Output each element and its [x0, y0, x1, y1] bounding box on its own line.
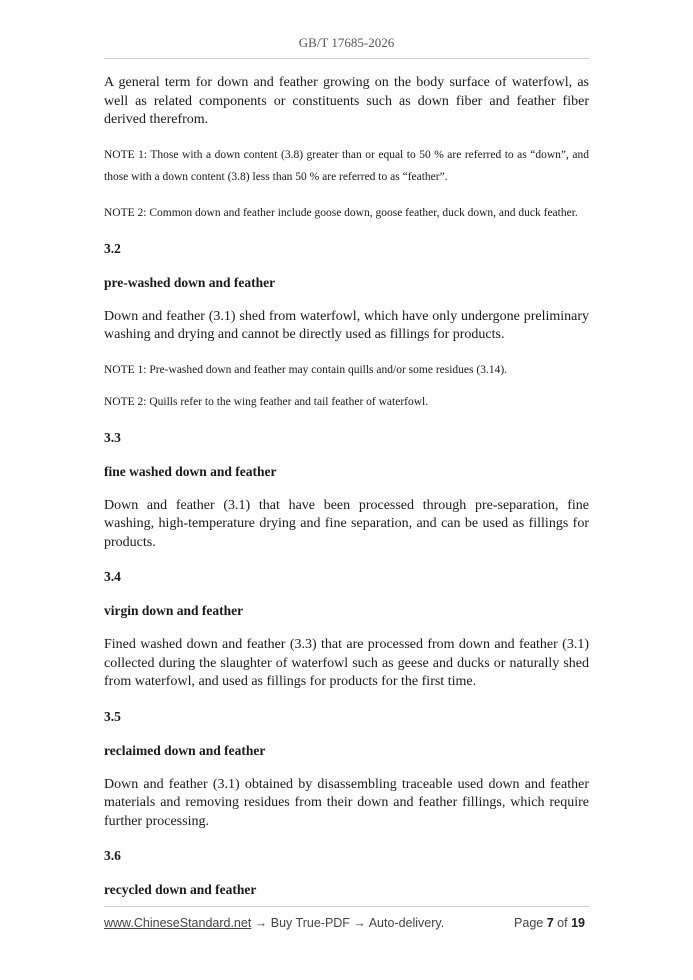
- intro-paragraph: A general term for down and feather growing on the body surface of waterfowl, as well as related components or constituents such as down fiber and feather fiber derived therefrom.: [104, 75, 589, 127]
- entry-number-3-4: 3.4: [104, 569, 121, 584]
- document-code: GB/T 17685-2026: [298, 35, 395, 50]
- entry-definition-3-2: Down and feather (3.1) shed from waterfowl, which have only undergone preliminary washing and drying and cannot be directly used as fillings for products.: [104, 308, 589, 342]
- site-link[interactable]: www.ChineseStandard.net: [104, 916, 252, 930]
- document-body: [104, 74, 589, 899]
- entry-term-3-6: recycled down and feather: [104, 882, 257, 897]
- header-divider: [104, 58, 589, 59]
- entry-term-3-3: fine washed down and feather: [104, 463, 277, 479]
- intro-note-1: NOTE 1: Those with a down content (3.8) greater than or equal to 50 % are referred to as “down”, and those with a down content (3.8) less than 50 % are referred to as “feather”.: [104, 148, 589, 183]
- entry-number-3-3: 3.3: [104, 429, 121, 445]
- page-total: 19: [571, 916, 585, 930]
- entry-term-3-2: pre-washed down and feather: [104, 274, 276, 290]
- entry-note-2-3-2: NOTE 2: Quills refer to the wing feather and tail feather of waterfowl.: [104, 395, 429, 408]
- page-label: Page: [514, 916, 544, 930]
- entry-number-3-2: 3.2: [104, 240, 121, 256]
- page-current: 7: [546, 916, 554, 930]
- entry-number-3-5: 3.5: [104, 708, 121, 724]
- page-counter: [514, 916, 585, 930]
- entry-term-3-4: virgin down and feather: [104, 603, 244, 618]
- footer-tagline: → Buy True-PDF → Auto-delivery.: [251, 916, 445, 930]
- page-header: [104, 35, 589, 51]
- footer-divider: [104, 906, 589, 907]
- entry-number-3-6: 3.6: [104, 848, 121, 863]
- intro-note-2: NOTE 2: Common down and feather include goose down, goose feather, duck down, and duck feather.: [104, 206, 578, 219]
- entry-term-3-5: reclaimed down and feather: [104, 742, 266, 758]
- entry-definition-3-4: Fined washed down and feather (3.3) that are processed from down and feather (3.1) collected during the slaughter of waterfowl such as geese and ducks or naturally shed from waterfowl, and used as fillings for products for the first time.: [104, 637, 589, 689]
- footer-promo: [104, 916, 444, 930]
- entry-definition-3-3: Down and feather (3.1) that have been processed through pre-separation, fine washing, high-temperature drying and fine separation, and can be used as fillings for products.: [104, 497, 589, 550]
- page-of: of: [557, 916, 568, 930]
- entry-definition-3-5: Down and feather (3.1) obtained by disassembling traceable used down and feather materials and removing residues from their down and feather fillings, which require further processing.: [104, 776, 589, 829]
- entry-note-1-3-2: NOTE 1: Pre-washed down and feather may contain quills and/or some residues (3.14).: [104, 363, 508, 376]
